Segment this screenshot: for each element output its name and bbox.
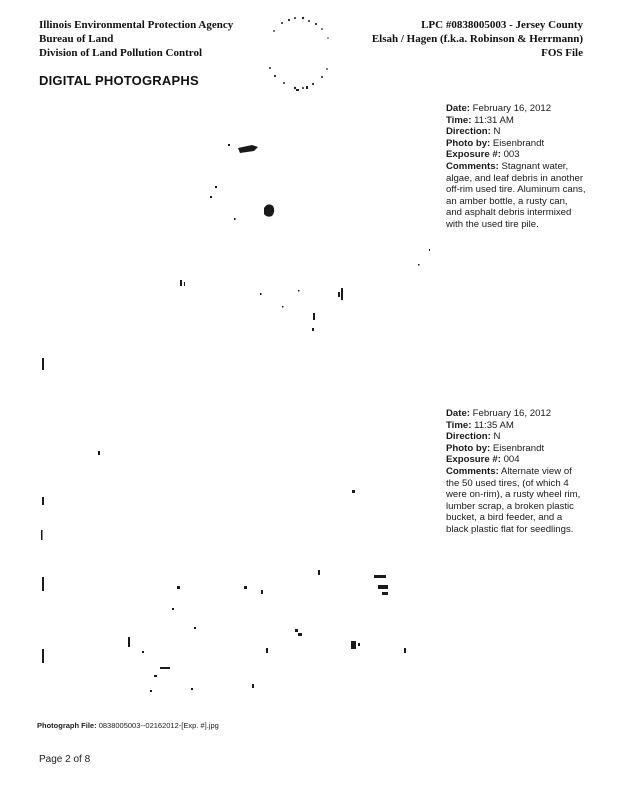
comments-label: Comments:: [446, 160, 499, 172]
agency-seal-icon: [262, 10, 338, 96]
photo-time: 11:31 AM: [474, 114, 514, 126]
photo-image-1: [38, 96, 434, 396]
site-name: Elsah / Hagen (f.k.a. Robinson & Herrmann): [371, 33, 583, 45]
comments-label: Comments:: [446, 465, 499, 477]
exposure-label: Exposure #:: [446, 149, 501, 161]
photographer: Eisenbrandt: [492, 137, 545, 149]
photographer: Eisenbrandt: [492, 442, 545, 454]
photo-details-1: [446, 103, 586, 231]
page-number: Page 2 of 8: [39, 754, 91, 765]
photograph-1: [38, 96, 434, 396]
photo-details-2: [446, 408, 586, 536]
photo-file-value: 0838005003--02162012-[Exp. #].jpg: [98, 721, 219, 730]
photo-image-2: [38, 405, 434, 705]
photo-direction: N: [493, 126, 501, 138]
photo-time: 11:35 AM: [474, 419, 514, 431]
page-title: DIGITAL PHOTOGRAPHS: [39, 73, 199, 88]
exposure-number: 004: [503, 454, 520, 466]
direction-label: Direction:: [446, 126, 491, 138]
date-label: Date:: [446, 408, 470, 419]
agency-header: [39, 18, 233, 60]
photographer-label: Photo by:: [446, 137, 491, 149]
lpc-number: LPC #0838005003 - Jersey County: [421, 19, 583, 31]
photo-file-name: [37, 721, 219, 730]
exposure-number: 003: [503, 149, 520, 161]
date-label: Date:: [446, 103, 470, 114]
site-header: [372, 18, 583, 60]
photo-comments: Stagnant water, algae, and leaf debris in another off-rim used tire. Aluminum cans, an amber bottle, a rusty can, and asphalt debris intermixed with the used tire pile.: [446, 160, 586, 230]
file-type: FOS File: [541, 47, 583, 59]
exposure-label: Exposure #:: [446, 454, 501, 466]
photo-comments: Alternate view of the 50 used tires, (of which 4 were on-rim), a rusty wheel rim, lumber scrap, a broken plastic bucket, a bird feeder, and a black plastic flat for seedlings.: [446, 465, 581, 535]
photo-date: February 16, 2012: [472, 408, 552, 419]
photo-direction: N: [493, 431, 501, 443]
time-label: Time:: [446, 114, 472, 126]
photograph-2: [38, 405, 434, 705]
time-label: Time:: [446, 419, 472, 431]
division-name: Division of Land Pollution Control: [39, 47, 202, 59]
agency-name: Illinois Environmental Protection Agency: [39, 19, 234, 31]
bureau-name: Bureau of Land: [39, 33, 114, 45]
photo-date: February 16, 2012: [472, 103, 552, 114]
direction-label: Direction:: [446, 431, 491, 443]
photo-file-label: Photograph File:: [37, 721, 97, 730]
photographer-label: Photo by:: [446, 442, 491, 454]
